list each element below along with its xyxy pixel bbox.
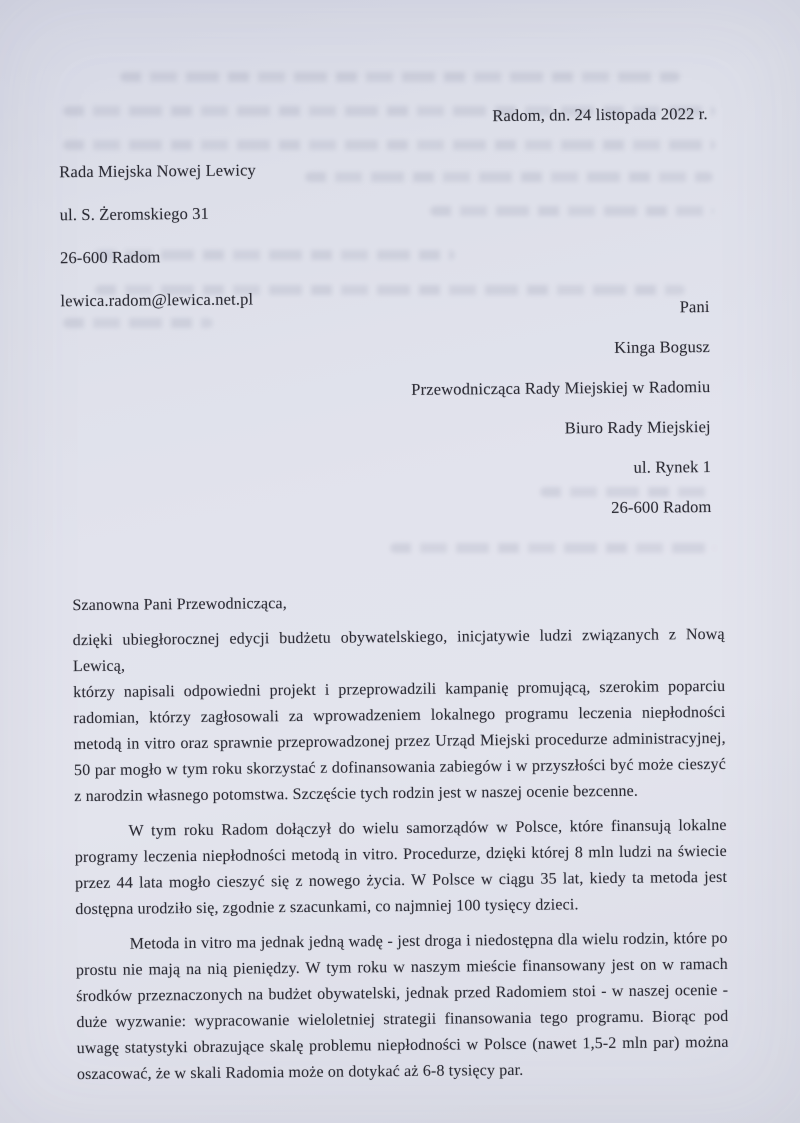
sender-email: lewica.radom@lewica.net.pl xyxy=(60,289,254,311)
recipient-office: Biuro Rady Miejskiej xyxy=(564,417,711,438)
paragraph xyxy=(76,926,729,1088)
recipient-city: 26-600 Radom xyxy=(611,497,712,517)
paragraph-line: którzy napisali odpowiedni projekt i przeprowadzili kampanię promującą, szerokim poparciu xyxy=(73,677,726,702)
sender-block xyxy=(59,148,257,322)
paragraph-line: metodą in vitro oraz sprawnie przeprowadzonej przez Urząd Miejski procedurze administracyjnej, xyxy=(73,729,726,754)
recipient-honorific: Pani xyxy=(679,297,710,317)
date-line: Radom, dn. 24 listopada 2022 r. xyxy=(492,104,708,126)
paragraph-line: programy leczenia niepłodności metodą in vitro. Procedurze, dzięki której 8 mln ludzi na świecie xyxy=(74,842,727,867)
sender-city: 26-600 Radom xyxy=(59,247,161,268)
paragraph-line: prostu nie mają na nią pieniędzy. W tym roku w naszym mieście finansowany jest on w ramach xyxy=(75,955,728,980)
paragraph-line: przez 44 lata mogło cieszyć się z nowego życia. W Polsce w ciągu 35 lat, kiedy ta metoda jest xyxy=(75,868,728,893)
paragraph-line: dostępna urodziło się, zgodnie z szacunkami, co najmniej 100 tysięcy dzieci. xyxy=(75,896,579,919)
sender-street: ul. S. Żeromskiego 31 xyxy=(59,203,210,225)
paragraph xyxy=(74,813,727,923)
recipient-street: ul. Rynek 1 xyxy=(633,457,712,477)
paragraph-line: dzięki ubiegłorocznej edycji budżetu obywatelskiego, inicjatywie ludzi związanych z Nową Lewicą, xyxy=(72,625,725,676)
recipient-name: Kinga Bogusz xyxy=(614,337,711,357)
paragraph xyxy=(73,622,727,810)
paragraph-line: 50 par mogło w tym roku skorzystać z dofinansowania zabiegów i w przyszłości być może cieszyć xyxy=(73,755,727,780)
paragraph-line: Metoda in vitro ma jednak jedną wadę - jest droga i niedostępna dla wielu rodzin, które po xyxy=(129,929,728,953)
letter-body xyxy=(72,587,729,1088)
paragraph-line: uwagę statystyki obrazujące skalę problemu niepłodności w Polsce (nawet 1,5-2 mln par) można xyxy=(76,1033,729,1058)
paragraph-line: z narodzin własnego potomstwa. Szczęście tych rodzin jest w naszej ocenie bezcenne. xyxy=(74,782,639,806)
paragraph-line: oszacować, że w skali Radomia może on dotykać aż 6-8 tysięcy par. xyxy=(76,1061,524,1084)
paragraph-line: radomian, którzy zagłosowali za wprowadzeniem lokalnego programu leczenia niepłodności xyxy=(73,703,726,728)
recipient-title: Przewodnicząca Rady Miejskiej w Radomiu xyxy=(411,377,711,399)
recipient-block xyxy=(410,287,711,530)
sender-name: Rada Miejska Nowej Lewicy xyxy=(59,160,256,182)
paragraph-line: duże wyzwanie: wypracowanie wieloletniej strategii finansowania tego programu. Biorąc pod xyxy=(76,1007,729,1032)
salutation: Szanowna Pani Przewodnicząca, xyxy=(72,595,287,615)
paragraph-line: W tym roku Radom dołączył do wielu samorządów w Polsce, które finansują lokalne xyxy=(128,816,727,840)
paragraph-line: środków przeznaczonych na budżet obywatelski, jednak przed Radomiem stoi - w naszej ocenie - xyxy=(76,981,729,1006)
paragraphs xyxy=(73,622,729,1088)
